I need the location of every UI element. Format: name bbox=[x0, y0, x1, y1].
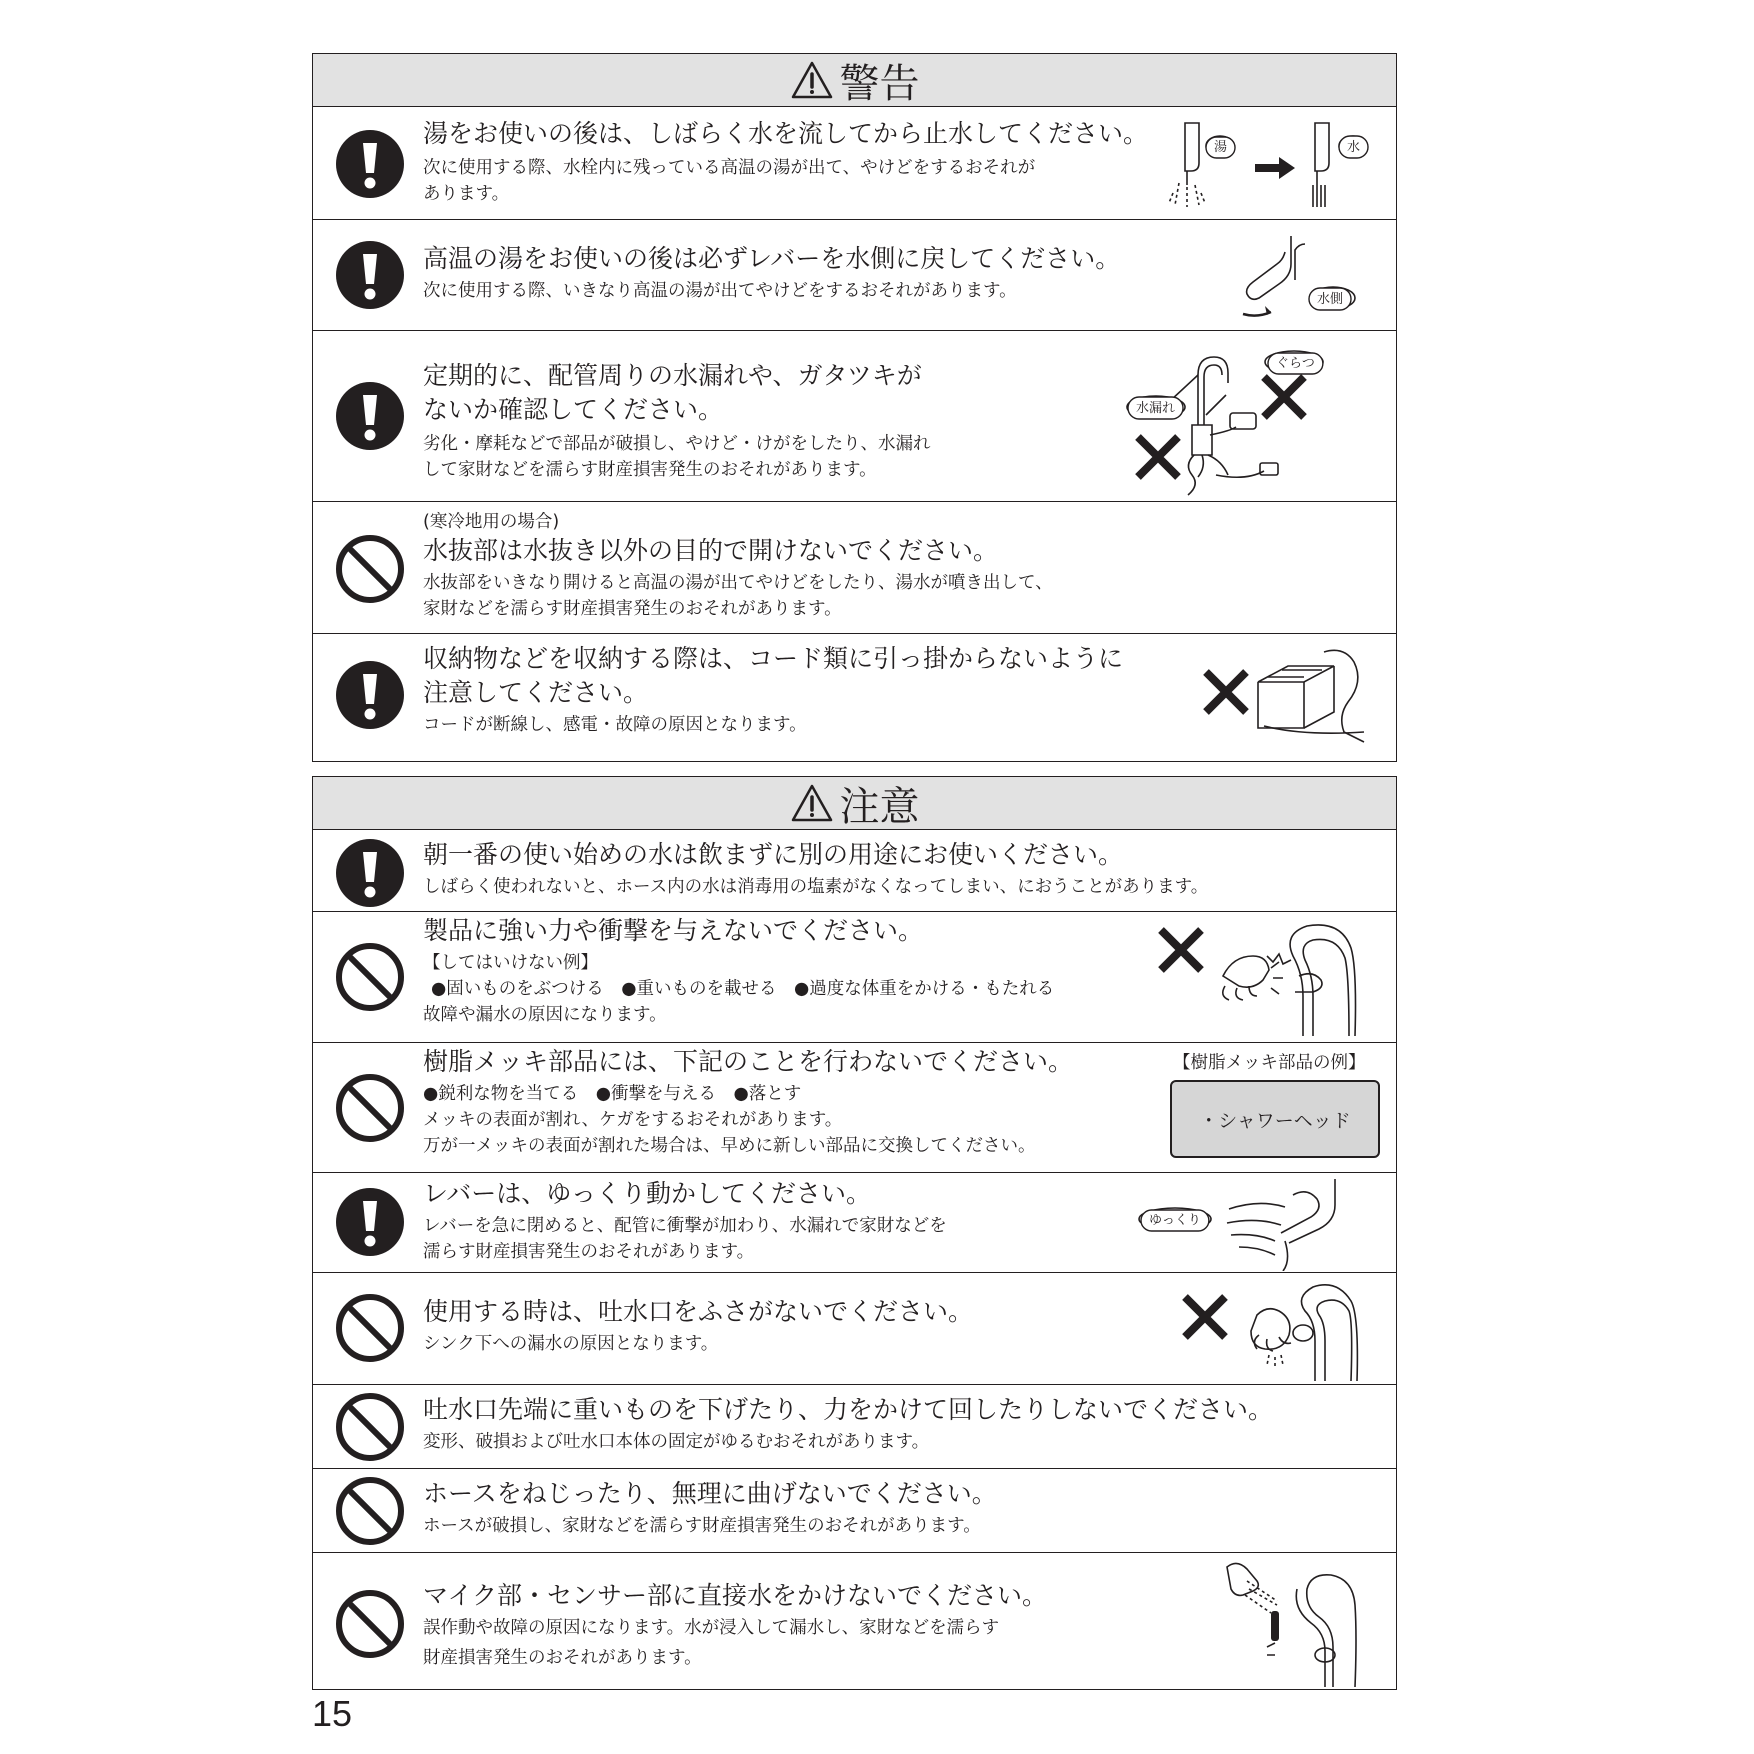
item-body: 水抜部をいきなり開けると高温の湯が出てやけどをしたり、湯水が噴き出して、 bbox=[423, 573, 1053, 593]
sensor-spray-illustration bbox=[1213, 1555, 1383, 1690]
mandatory-action-icon bbox=[335, 838, 405, 908]
item-body: 【してはいけない例】 bbox=[423, 953, 598, 973]
item-body: しばらく使われないと、ホース内の水は消毒用の塩素がなくなってしまい、におうことがあります。 bbox=[423, 877, 1209, 897]
warning-title: 警告 bbox=[839, 60, 920, 107]
caution-section bbox=[312, 776, 1397, 1690]
plated-part-item: ・シャワーヘッド bbox=[1199, 1109, 1351, 1132]
item-body: あります。 bbox=[423, 184, 510, 204]
item-body: 変形、破損および吐水口本体の固定がゆるむおそれがあります。 bbox=[423, 1432, 930, 1452]
warning-item bbox=[313, 107, 1396, 220]
prohibition-icon bbox=[335, 942, 405, 1012]
item-heading: 吐水口先端に重いものを下げたり、力をかけて回したりしないでください。 bbox=[423, 1395, 1274, 1424]
caution-item bbox=[313, 1385, 1396, 1469]
item-body: 家財などを濡らす財産損害発生のおそれがあります。 bbox=[423, 599, 842, 619]
caution-item bbox=[313, 1173, 1396, 1273]
item-body: ●鋭利な物を当てる ●衝撃を与える ●落とす bbox=[423, 1084, 802, 1104]
caution-item bbox=[313, 1469, 1396, 1553]
item-heading: 収納物などを収納する際は、コード類に引っ掛からないように bbox=[423, 644, 1124, 673]
storage-cord-illustration bbox=[1198, 642, 1378, 752]
item-body: して家財などを濡らす財産損害発生のおそれがあります。 bbox=[423, 460, 877, 480]
prohibition-icon bbox=[335, 1589, 405, 1659]
item-body: シンク下への漏水の原因となります。 bbox=[423, 1334, 719, 1354]
warning-item bbox=[313, 634, 1396, 758]
prohibition-icon bbox=[335, 1073, 405, 1143]
faucet-hot-to-cold-illustration bbox=[1165, 113, 1385, 213]
warning-triangle-icon bbox=[790, 60, 834, 100]
spout-blocked-illustration bbox=[1175, 1275, 1365, 1383]
item-heading: レバーは、ゆっくり動かしてください。 bbox=[423, 1179, 872, 1208]
mandatory-action-icon bbox=[335, 129, 405, 199]
item-body: ●固いものをぶつける ●重いものを載せる ●過度な体重をかける・もたれる bbox=[431, 979, 1055, 999]
item-heading: 朝一番の使い始めの水は飲まずに別の用途にお使いください。 bbox=[423, 840, 1124, 869]
mandatory-action-icon bbox=[335, 1187, 405, 1257]
plated-parts-box bbox=[1170, 1080, 1380, 1158]
prohibition-icon bbox=[335, 1476, 405, 1546]
item-heading: ないか確認してください。 bbox=[423, 395, 724, 424]
mandatory-action-icon bbox=[335, 381, 405, 451]
item-heading: ホースをねじったり、無理に曲げないでください。 bbox=[423, 1479, 997, 1508]
item-precondition: (寒冷地用の場合) bbox=[423, 512, 560, 532]
warning-item bbox=[313, 331, 1396, 502]
item-body: 次に使用する際、水栓内に残っている高温の湯が出て、やけどをするおそれが bbox=[423, 158, 1036, 178]
hot-tag: 湯 bbox=[1214, 140, 1228, 155]
item-body: レバーを急に閉めると、配管に衝撃が加わり、水漏れで家財などを bbox=[423, 1216, 947, 1236]
item-heading: 定期的に、配管周りの水漏れや、ガタツキが bbox=[423, 361, 922, 390]
wobble-tag: ぐらつ bbox=[1276, 356, 1315, 371]
prohibition-icon bbox=[335, 534, 405, 604]
page-number: 15 bbox=[312, 1693, 353, 1734]
item-heading: 水抜部は水抜き以外の目的で開けないでください。 bbox=[423, 536, 999, 565]
plated-parts-caption: 【樹脂メッキ部品の例】 bbox=[1173, 1053, 1366, 1073]
lever-to-cold-illustration bbox=[1233, 226, 1373, 326]
mandatory-action-icon bbox=[335, 660, 405, 730]
item-body: ホースが破損し、家財などを濡らす財産損害発生のおそれがあります。 bbox=[423, 1516, 981, 1536]
lever-slowly-illustration bbox=[1135, 1175, 1365, 1271]
item-body: 誤作動や故障の原因になります。水が浸入して漏水し、家財などを濡らす bbox=[423, 1618, 1000, 1638]
warning-section bbox=[312, 53, 1397, 762]
item-body: 万が一メッキの表面が割れた場合は、早めに新しい部品に交換してください。 bbox=[423, 1136, 1036, 1156]
warning-triangle-icon bbox=[790, 783, 834, 823]
item-body: 次に使用する際、いきなり高温の湯が出てやけどをするおそれがあります。 bbox=[423, 281, 1017, 301]
caution-item bbox=[313, 1273, 1396, 1385]
caution-item bbox=[313, 912, 1396, 1043]
item-heading: 使用する時は、吐水口をふさがないでください。 bbox=[423, 1297, 974, 1326]
item-body: 濡らす財産損害発生のおそれがあります。 bbox=[423, 1242, 755, 1262]
slowly-tag: ゆっくり bbox=[1149, 1213, 1201, 1228]
caution-item bbox=[313, 1553, 1396, 1690]
item-heading: 製品に強い力や衝撃を与えないでください。 bbox=[423, 916, 924, 945]
mandatory-action-icon bbox=[335, 240, 405, 310]
cold-tag: 水 bbox=[1347, 140, 1361, 155]
item-heading: 湯をお使いの後は、しばらく水を流してから止水してください。 bbox=[423, 119, 1149, 148]
item-body: 故障や漏水の原因になります。 bbox=[423, 1005, 667, 1025]
item-heading: マイク部・センサー部に直接水をかけないでください。 bbox=[423, 1581, 1048, 1610]
prohibition-icon bbox=[335, 1392, 405, 1462]
warning-header bbox=[313, 54, 1396, 107]
item-body: 劣化・摩耗などで部品が破損し、やけど・けがをしたり、水漏れ bbox=[423, 434, 931, 454]
item-heading: 高温の湯をお使いの後は必ずレバーを水側に戻してください。 bbox=[423, 244, 1121, 273]
caution-item bbox=[313, 830, 1396, 912]
item-body: コードが断線し、感電・故障の原因となります。 bbox=[423, 715, 807, 735]
piping-inspection-illustration bbox=[1098, 335, 1328, 500]
warning-item bbox=[313, 220, 1396, 331]
item-body: メッキの表面が割れ、ケガをするおそれがあります。 bbox=[423, 1110, 843, 1130]
caution-header bbox=[313, 777, 1396, 830]
warning-item bbox=[313, 502, 1396, 634]
cold-side-tag: 水側 bbox=[1317, 292, 1344, 307]
impact-prohibited-illustration bbox=[1153, 916, 1373, 1041]
item-heading: 注意してください。 bbox=[423, 678, 649, 707]
item-heading: 樹脂メッキ部品には、下記のことを行わないでください。 bbox=[423, 1047, 1074, 1076]
caution-title: 注意 bbox=[839, 783, 920, 830]
water-leak-tag: 水漏れ bbox=[1136, 401, 1176, 416]
prohibition-icon bbox=[335, 1293, 405, 1363]
item-body: 財産損害発生のおそれがあります。 bbox=[423, 1648, 702, 1668]
caution-item bbox=[313, 1043, 1396, 1173]
